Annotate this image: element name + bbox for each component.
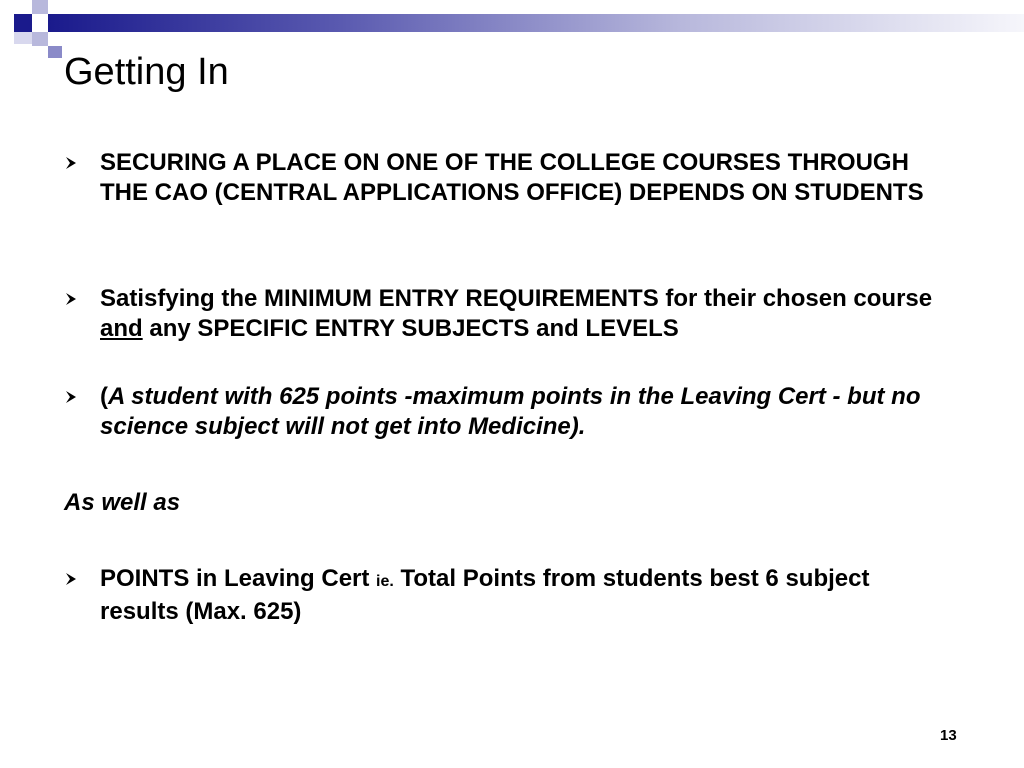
bullet-2-underlined: and <box>100 315 143 342</box>
arrow-bullet-icon <box>64 152 80 174</box>
points-part1: POINTS in Leaving Cert <box>100 565 377 592</box>
page-number: 13 <box>940 727 957 744</box>
bullet-points <box>64 564 944 626</box>
decor-square-light <box>32 32 48 46</box>
bullet-1 <box>64 148 944 240</box>
bullet-2 <box>64 284 944 376</box>
bullet-3-text <box>100 382 940 442</box>
bullet-2-text <box>100 284 940 344</box>
arrow-bullet-icon <box>64 386 80 408</box>
bullet-3-italic: A student with 625 points -maximum points in the Leaving Cert - but no science subject will not get into Medicine). <box>100 383 921 440</box>
bullet-2-part2: any SPECIFIC ENTRY SUBJECTS and LEVELS <box>142 315 679 342</box>
decor-square-dark <box>14 14 32 32</box>
bullet-3-open-paren: ( <box>100 383 108 410</box>
points-part2: Total Points from students best 6 subject results (Max. 625) <box>100 565 870 625</box>
bullet-2-part1: Satisfying the MINIMUM ENTRY REQUIREMENTS for their chosen course <box>100 285 933 312</box>
bullet-3 <box>64 382 944 444</box>
slide-title: Getting In <box>64 51 229 93</box>
decor-square-pale <box>14 32 32 44</box>
as-well-as-heading: As well as <box>64 489 181 516</box>
header-gradient-bar <box>48 14 1024 32</box>
bullet-points-text <box>100 564 940 627</box>
points-small: ie. <box>376 573 394 590</box>
decor-square-mid <box>48 46 62 58</box>
decor-square-light <box>32 0 48 14</box>
arrow-bullet-icon <box>64 288 80 310</box>
arrow-bullet-icon <box>64 568 80 590</box>
bullet-1-text: SECURING A PLACE ON ONE OF THE COLLEGE COURSES THROUGH THE CAO (CENTRAL APPLICATIONS OFFICE) DEPENDS ON STUDENTS <box>100 149 924 206</box>
